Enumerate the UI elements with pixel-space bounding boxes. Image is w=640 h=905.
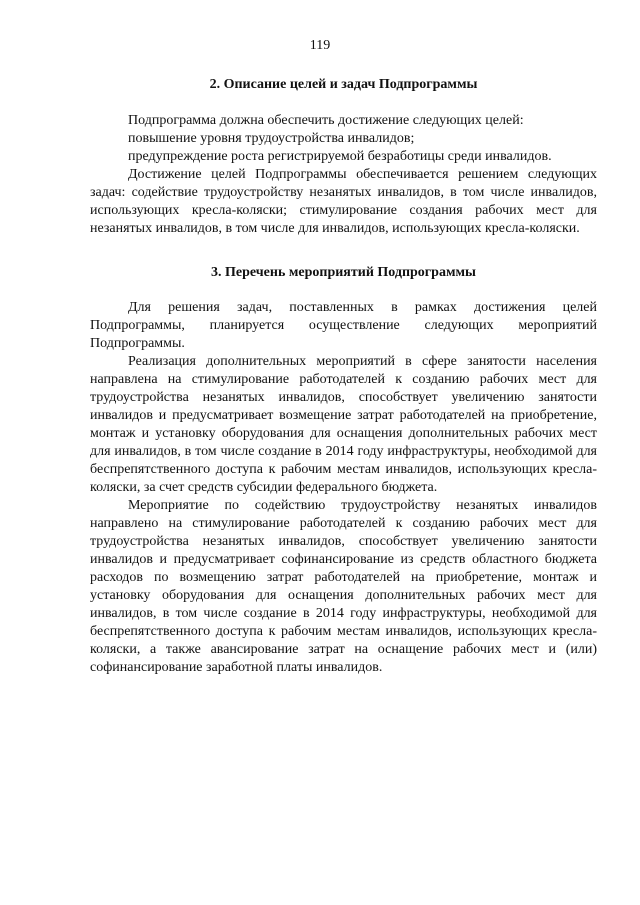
section-3-paragraph-3: Мероприятие по содействию трудоустройству незанятых инвалидов направлено на стимулирование работодателей к созданию рабочих мест для трудоустройства незанятых инвалидов, способствует увеличению занятости инвалидов и предусматривает софинансирование из средств областного бюджета расходов по возмещению затрат работодателей на приобретение, монтаж и установку оборудования для оснащения дополнительных рабочих мест для инвалидов, в том числе создание в 2014 году инфраструктуры, необходимой для беспрепятственного доступа к рабочим местам инвалидов, использующих кресла-коляски, а также авансирование затрат на оснащение рабочих мест и (или) софинансирование заработной платы инвалидов.: [90, 498, 597, 675]
section-3-heading: 3. Перечень мероприятий Подпрограммы: [211, 265, 476, 280]
goal-item-1: повышение уровня трудоустройства инвалидов;: [128, 131, 415, 146]
section-3-paragraph-2: Реализация дополнительных мероприятий в сфере занятости населения направлена на стимулирование работодателей к созданию рабочих мест для трудоустройства незанятых инвалидов, способствует увеличению занятости инвалидов и предусматривает возмещение затрат работодателей на приобретение, монтаж и установку оборудования для оснащения дополнительных рабочих мест для инвалидов, в том числе создание в 2014 году инфраструктуры, необходимой для беспрепятственного доступа к рабочим местам инвалидов, использующих кресла-коляски, за счет средств субсидии федерального бюджета.: [90, 354, 597, 495]
section-3-paragraph-1: Для решения задач, поставленных в рамках достижения целей Подпрограммы, планируется осуществление следующих мероприятий Подпрограммы.: [90, 300, 597, 351]
section-2-goals: [90, 112, 597, 238]
section-2-heading: 2. Описание целей и задач Подпрограммы: [209, 77, 478, 92]
goal-item-2: предупреждение роста регистрируемой безработицы среди инвалидов.: [128, 149, 552, 164]
goals-intro: Подпрограмма должна обеспечить достижение следующих целей:: [128, 113, 524, 128]
page-number: 119: [309, 38, 331, 53]
section-2: [90, 76, 597, 94]
section-3-body: [90, 299, 597, 677]
section-3: [90, 264, 597, 282]
tasks-paragraph: Достижение целей Подпрограммы обеспечивается решением следующих задач: содействие трудоустройству незанятых инвалидов, в том числе инвалидов, использующих кресла-коляски; стимулирование создания рабочих мест для незанятых инвалидов, в том числе для инвалидов, использующих кресла-коляски.: [90, 167, 597, 236]
